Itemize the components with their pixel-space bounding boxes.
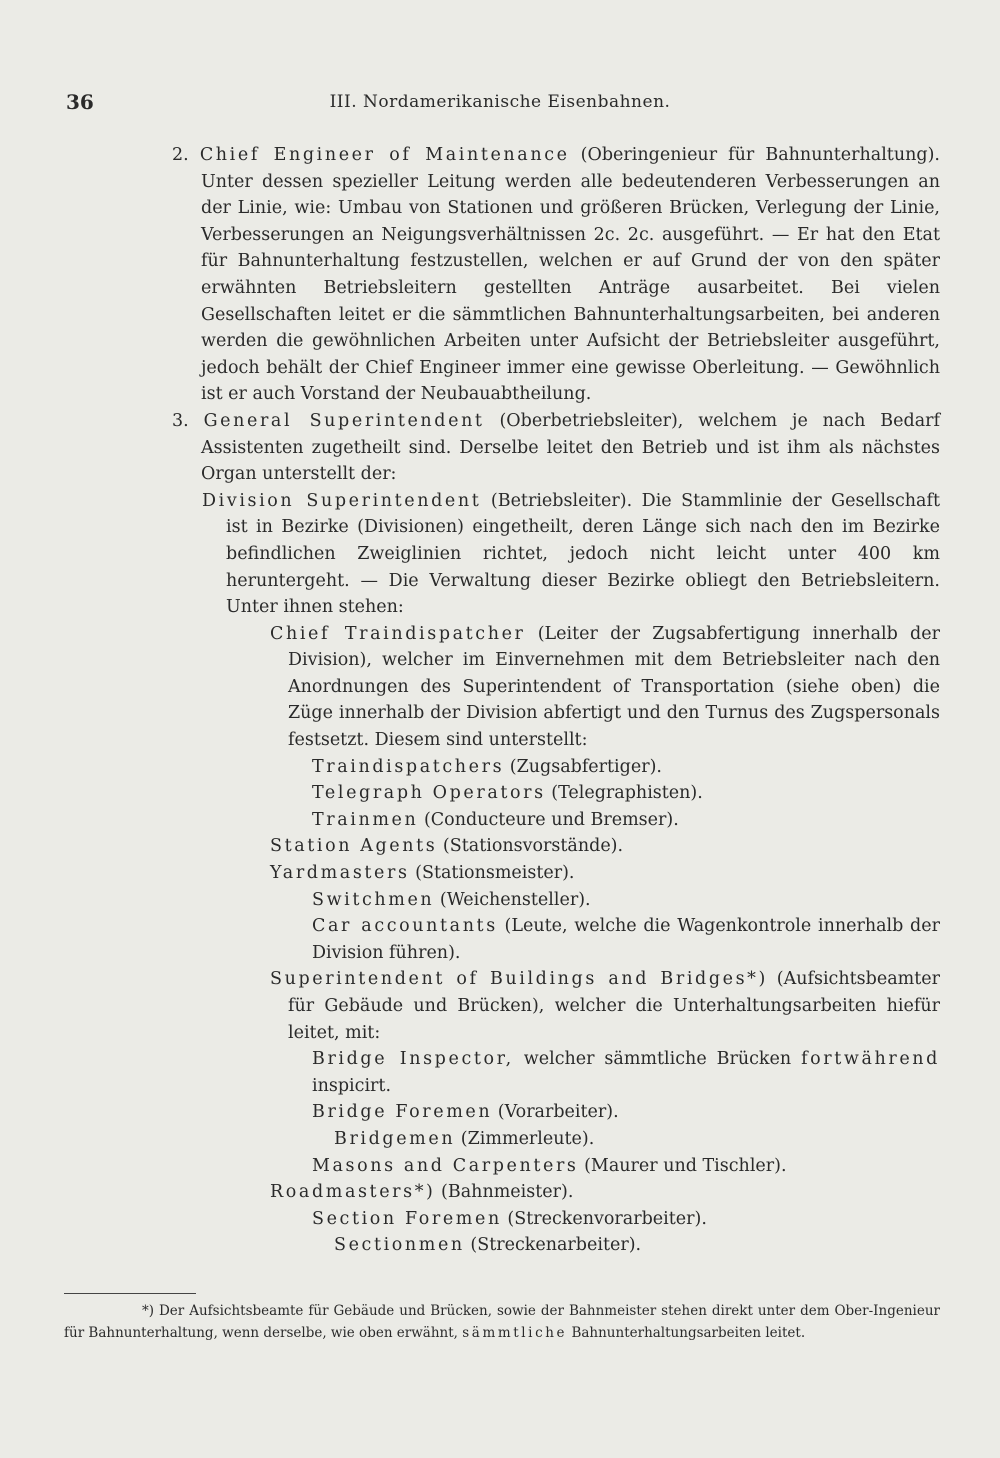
term: Section Foremen bbox=[312, 1208, 502, 1229]
term: Telegraph Operators bbox=[312, 783, 546, 804]
footnote-text: *) Der Aufsichtsbeamte für Gebäude und Brücken, sowie der Bahnmeister stehen direkt unter dem Ober-Ingenieur für Bahnunterhaltung, wenn derselbe, wie oben erwähnt, bbox=[64, 1303, 940, 1341]
entry-bridgemen bbox=[172, 1126, 940, 1153]
section-number: 2. bbox=[172, 145, 189, 165]
description: (Oberingenieur für Bahnunterhaltung). Unter dessen spezieller Leitung werden alle bedeutenderen Verbesserungen an der Linie, wie: Umbau von Stationen und größeren Brücken, Verlegung der Linie, Verbesserungen an Neigungsverhältnissen 2c. 2c. ausgeführt. — Er hat den Etat für Bahnunterhaltung festzustellen, welchen er auf Grund der von den später erwähnten Betriebsleitern gestellten Anträge ausarbeitet. Bei vielen Gesellschaften leitet er die sämmtlichen Bahnunterhaltungsarbeiten, bei anderen werden die gewöhnlichen Arbeiten unter Aufsicht der Betriebsleiter ausgeführt, jedoch behält der Chief Engineer immer eine gewisse Oberleitung. — Gewöhnlich ist er auch Vorstand der Neubauabtheilung. bbox=[201, 145, 940, 405]
running-title: III. Nordamerikanische Eisenbahnen. bbox=[329, 92, 671, 112]
footnote bbox=[64, 1300, 940, 1344]
description: (Bahnmeister). bbox=[441, 1182, 574, 1203]
footnote-emphasis: sämmtliche bbox=[462, 1325, 568, 1341]
entry-chief-traindispatcher bbox=[172, 621, 940, 754]
entry-switchmen bbox=[172, 887, 940, 914]
description: (Stationsvorstände). bbox=[442, 836, 624, 857]
description: (Leiter der Zugsabfertigung innerhalb der Division), welcher im Einvernehmen mit dem Betriebsleiter nach den Anordnungen des Superintendent of Transportation (siehe oben) die Züge innerhalb der Division abfertigt und den Turnus des Zugspersonals festsetzt. Diesem sind unterstellt: bbox=[288, 623, 940, 751]
description: (Betriebsleiter). Die Stammlinie der Gesellschaft ist in Bezirke (Divisionen) eingetheilt, deren Länge sich nach den im Bezirke befindlichen Zweiglinien richtet, jedoch nicht leicht unter 400 km heruntergeht. — Die Verwaltung dieser Bezirke obliegt den Betriebsleitern. Unter ihnen stehen: bbox=[226, 490, 940, 618]
entry-station-agents bbox=[172, 833, 940, 860]
term: Trainmen bbox=[312, 809, 419, 830]
section-number: 3. bbox=[172, 410, 189, 431]
term: Division Superintendent bbox=[202, 490, 482, 511]
description: (Zugsabfertiger). bbox=[509, 756, 662, 777]
term: Bridge Inspector, bbox=[312, 1049, 514, 1070]
entry-bridge-foremen bbox=[172, 1099, 940, 1126]
term: Superintendent of Buildings and Bridges*) bbox=[270, 969, 768, 990]
page-number: 36 bbox=[66, 90, 94, 114]
entry-roadmasters bbox=[172, 1179, 940, 1206]
entry-section-foremen bbox=[172, 1206, 940, 1233]
description-tail: inspicirt. bbox=[312, 1075, 392, 1096]
term: General Superintendent bbox=[203, 410, 485, 431]
description: (Telegraphisten). bbox=[551, 783, 703, 804]
emphasis: fortwährend bbox=[801, 1049, 940, 1070]
entry-car-accountants bbox=[172, 913, 940, 966]
description: (Leute, welche die Wagenkontrole innerhalb der Division führen). bbox=[312, 916, 940, 963]
term: Yardmasters bbox=[270, 863, 410, 884]
term: Roadmasters*) bbox=[270, 1182, 436, 1203]
running-header bbox=[66, 90, 934, 120]
term: Masons and Carpenters bbox=[312, 1155, 579, 1176]
term: Chief Traindispatcher bbox=[270, 623, 526, 644]
entry-sectionmen bbox=[172, 1232, 940, 1259]
term: Bridge Foremen bbox=[312, 1102, 493, 1123]
term: Sectionmen bbox=[334, 1235, 465, 1256]
section-2 bbox=[172, 142, 940, 408]
description: (Conducteure und Bremser). bbox=[423, 809, 679, 830]
entry-bridge-inspector bbox=[172, 1046, 940, 1099]
description: welcher sämmtliche Brücken bbox=[523, 1049, 792, 1070]
description: (Vorarbeiter). bbox=[497, 1102, 619, 1123]
description: (Weichensteller). bbox=[439, 889, 591, 910]
description: (Streckenarbeiter). bbox=[470, 1235, 642, 1256]
entry-masons-carpenters bbox=[172, 1153, 940, 1180]
footnote-tail: Bahnunterhaltungsarbeiten leitet. bbox=[571, 1325, 806, 1341]
entry-telegraph-operators bbox=[172, 780, 940, 807]
entry-traindispatchers bbox=[172, 754, 940, 781]
description: (Oberbetriebsleiter), welchem je nach Bedarf Assistenten zugetheilt sind. Derselbe leitet den Betrieb und ist ihm als nächstes Organ unterstellt der: bbox=[201, 410, 940, 485]
text-body bbox=[172, 142, 940, 1259]
description: (Zimmerleute). bbox=[460, 1128, 595, 1149]
description: (Maurer und Tischler). bbox=[584, 1155, 787, 1176]
entry-superintendent-buildings bbox=[172, 966, 940, 1046]
description: (Streckenvorarbeiter). bbox=[507, 1208, 707, 1229]
entry-trainmen bbox=[172, 807, 940, 834]
entry-division-superintendent bbox=[172, 488, 940, 621]
description: (Stationsmeister). bbox=[415, 863, 575, 884]
term: Traindispatchers bbox=[312, 756, 505, 777]
term: Bridgemen bbox=[334, 1128, 456, 1149]
section-3 bbox=[172, 408, 940, 488]
entry-yardmasters bbox=[172, 860, 940, 887]
footnote-divider bbox=[64, 1293, 196, 1294]
term: Car accountants bbox=[312, 916, 498, 937]
term: Switchmen bbox=[312, 889, 435, 910]
description: (Aufsichtsbeamter für Gebäude und Brücken), welcher die Unterhaltungsarbeiten hiefür leitet, mit: bbox=[288, 969, 940, 1043]
term: Chief Engineer of Maintenance bbox=[199, 145, 570, 165]
term: Station Agents bbox=[270, 836, 438, 857]
